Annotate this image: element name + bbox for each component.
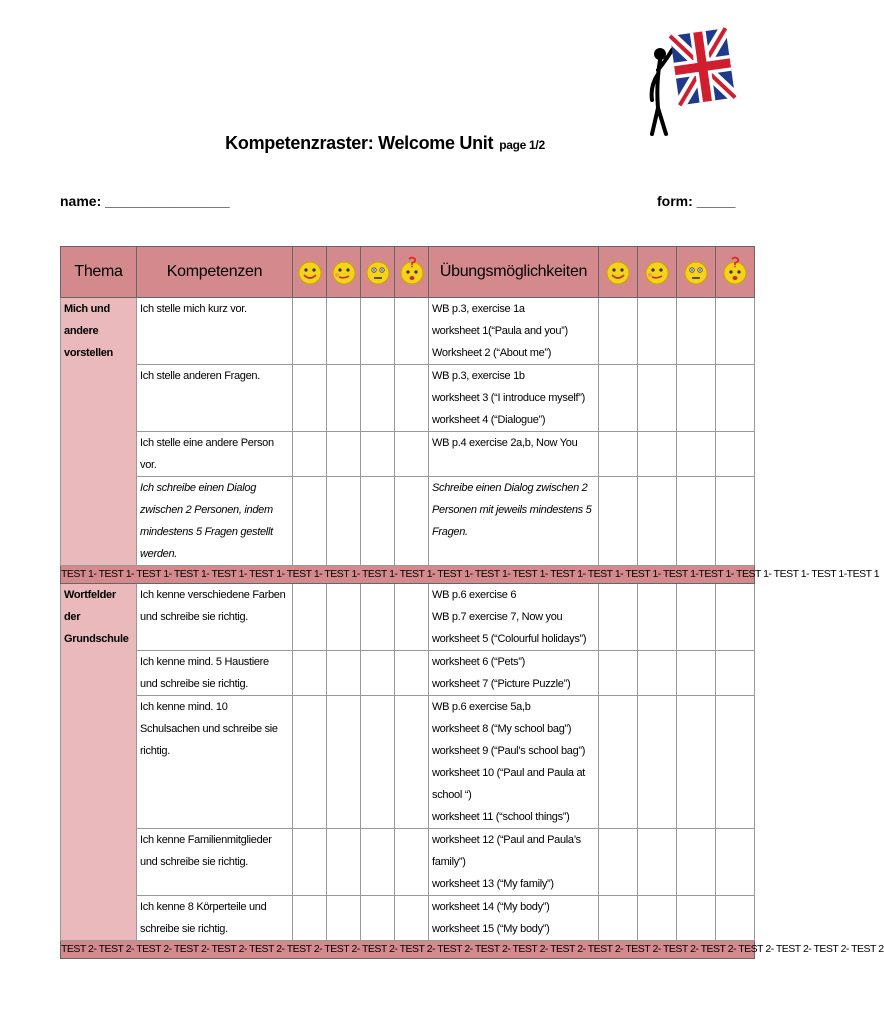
smiley-confused-icon — [395, 247, 429, 298]
kompetenz-cell: Ich stelle anderen Fragen. — [137, 365, 293, 432]
smiley-happy-icon — [599, 247, 638, 298]
rating-checkbox-cell[interactable] — [677, 896, 716, 941]
rating-checkbox-cell[interactable] — [716, 896, 755, 941]
rating-checkbox-cell[interactable] — [327, 696, 361, 829]
rating-checkbox-cell[interactable] — [293, 298, 327, 365]
rating-checkbox-cell[interactable] — [361, 696, 395, 829]
kompetenz-cell: Ich stelle mich kurz vor. — [137, 298, 293, 365]
uebung-item: WB p.4 exercise 2a,b, Now You — [432, 437, 578, 449]
uebung-item: worksheet 8 (“My school bag”) — [432, 723, 572, 735]
rating-checkbox-cell[interactable] — [327, 298, 361, 365]
rating-checkbox-cell[interactable] — [395, 651, 429, 696]
rating-checkbox-cell[interactable] — [327, 829, 361, 896]
kompetenz-cell: Ich kenne mind. 10 Schulsachen und schreibe sie richtig. — [137, 696, 293, 829]
smiley-worried-icon — [677, 247, 716, 298]
rating-checkbox-cell[interactable] — [293, 896, 327, 941]
rating-checkbox-cell[interactable] — [327, 365, 361, 432]
rating-checkbox-cell[interactable] — [293, 829, 327, 896]
uebung-cell — [429, 651, 599, 696]
table-row — [61, 365, 755, 432]
rating-checkbox-cell[interactable] — [361, 365, 395, 432]
rating-checkbox-cell[interactable] — [395, 365, 429, 432]
rating-checkbox-cell[interactable] — [361, 477, 395, 566]
uebung-item: worksheet 13 (“My family”) — [432, 878, 554, 890]
rating-checkbox-cell[interactable] — [395, 432, 429, 477]
rating-checkbox-cell[interactable] — [638, 432, 677, 477]
smiley-happy-icon — [293, 247, 327, 298]
test-row — [61, 941, 755, 959]
rating-checkbox-cell[interactable] — [361, 298, 395, 365]
rating-checkbox-cell[interactable] — [395, 298, 429, 365]
kompetenz-cell: Ich kenne Familienmitglieder und schreibe sie richtig. — [137, 829, 293, 896]
rating-checkbox-cell[interactable] — [638, 365, 677, 432]
rating-checkbox-cell[interactable] — [327, 651, 361, 696]
uebung-item: WB p.6 exercise 5a,b — [432, 701, 531, 713]
uebung-cell — [429, 696, 599, 829]
uebung-item: worksheet 15 (“My body”) — [432, 923, 550, 935]
uebung-item: worksheet 4 (“Dialogue”) — [432, 414, 546, 426]
header-thema: Thema — [61, 247, 137, 298]
uebung-cell — [429, 432, 599, 477]
rating-checkbox-cell[interactable] — [638, 829, 677, 896]
thema-cell: Mich und andere vorstellen — [61, 298, 137, 566]
rating-checkbox-cell[interactable] — [716, 696, 755, 829]
rating-checkbox-cell[interactable] — [599, 432, 638, 477]
uebung-item: Schreibe einen Dialog zwischen 2 Personen mit jeweils mindestens 5 Fragen. — [432, 482, 592, 538]
rating-checkbox-cell[interactable] — [599, 584, 638, 651]
kompetenz-cell: Ich kenne mind. 5 Haustiere und schreibe sie richtig. — [137, 651, 293, 696]
table-row — [61, 432, 755, 477]
test-banner: TEST 2- TEST 2- TEST 2- TEST 2- TEST 2- TEST 2- TEST 2- TEST 2- TEST 2- TEST 2- TEST 2- TEST 2- TEST 2- TEST 2- TEST 2- TEST 2- TEST 2- TEST 2- TEST 2- TEST 2- TEST 2- TEST 2 — [61, 941, 755, 959]
uebung-item: worksheet 7 (“Picture Puzzle”) — [432, 678, 571, 690]
uebung-item: worksheet 1(“Paula and you”) — [432, 325, 568, 337]
table-row — [61, 477, 755, 566]
uebung-item: worksheet 6 (“Pets”) — [432, 656, 526, 668]
rating-checkbox-cell[interactable] — [599, 651, 638, 696]
rating-checkbox-cell[interactable] — [361, 651, 395, 696]
rating-checkbox-cell[interactable] — [327, 584, 361, 651]
uebung-cell — [429, 365, 599, 432]
header-row — [61, 247, 755, 298]
rating-checkbox-cell[interactable] — [599, 365, 638, 432]
rating-checkbox-cell[interactable] — [361, 829, 395, 896]
kompetenz-cell: Ich kenne 8 Körperteile und schreibe sie richtig. — [137, 896, 293, 941]
rating-checkbox-cell[interactable] — [716, 651, 755, 696]
header-kompetenzen: Kompetenzen — [137, 247, 293, 298]
test-banner: TEST 1- TEST 1- TEST 1- TEST 1- TEST 1- TEST 1- TEST 1- TEST 1- TEST 1- TEST 1- TEST 1- TEST 1- TEST 1- TEST 1- TEST 1- TEST 1- TEST 1-TEST 1- TEST 1- TEST 1- TEST 1-TEST 1 — [61, 566, 755, 584]
rating-checkbox-cell[interactable] — [677, 584, 716, 651]
uebung-item: Worksheet 2 (“About me”) — [432, 347, 552, 359]
page-number: page 1/2 — [499, 138, 545, 152]
rating-checkbox-cell[interactable] — [716, 829, 755, 896]
form-field-label: form: _____ — [657, 193, 736, 209]
rating-checkbox-cell[interactable] — [599, 477, 638, 566]
uebung-cell — [429, 896, 599, 941]
kompetenz-cell: Ich schreibe einen Dialog zwischen 2 Personen, indem mindestens 5 Fragen gestellt werden. — [137, 477, 293, 566]
uebung-item: WB p.7 exercise 7, Now you — [432, 611, 563, 623]
rating-checkbox-cell[interactable] — [716, 584, 755, 651]
rating-checkbox-cell[interactable] — [599, 298, 638, 365]
rating-checkbox-cell[interactable] — [395, 829, 429, 896]
rating-checkbox-cell[interactable] — [327, 432, 361, 477]
rating-checkbox-cell[interactable] — [677, 829, 716, 896]
rating-checkbox-cell[interactable] — [293, 651, 327, 696]
rating-checkbox-cell[interactable] — [361, 896, 395, 941]
smiley-confused-icon — [716, 247, 755, 298]
rating-checkbox-cell[interactable] — [599, 696, 638, 829]
rating-checkbox-cell[interactable] — [638, 584, 677, 651]
smiley-worried-icon — [361, 247, 395, 298]
uebung-item: worksheet 12 (“Paul and Paula’s family”) — [432, 834, 581, 868]
rating-checkbox-cell[interactable] — [638, 696, 677, 829]
rating-checkbox-cell[interactable] — [395, 696, 429, 829]
thema-cell: Wortfelder der Grundschule — [61, 584, 137, 941]
uk-flag-logo — [638, 30, 730, 140]
uebung-item: worksheet 5 (“Colourful holidays”) — [432, 633, 587, 645]
rating-checkbox-cell[interactable] — [395, 477, 429, 566]
rating-checkbox-cell[interactable] — [677, 696, 716, 829]
rating-checkbox-cell[interactable] — [293, 696, 327, 829]
uebung-item: worksheet 3 (“I introduce myself”) — [432, 392, 586, 404]
header-uebungen: Übungsmöglichkeiten — [429, 247, 599, 298]
uebung-cell — [429, 829, 599, 896]
rating-checkbox-cell[interactable] — [599, 896, 638, 941]
uebung-item: WB p.3, exercise 1a — [432, 303, 525, 315]
rating-checkbox-cell[interactable] — [361, 432, 395, 477]
rating-checkbox-cell[interactable] — [677, 432, 716, 477]
uebung-item: WB p.6 exercise 6 — [432, 589, 517, 601]
table-row — [61, 896, 755, 941]
rating-checkbox-cell[interactable] — [293, 365, 327, 432]
rating-checkbox-cell[interactable] — [599, 829, 638, 896]
rating-checkbox-cell[interactable] — [395, 896, 429, 941]
rating-checkbox-cell[interactable] — [638, 298, 677, 365]
rating-checkbox-cell[interactable] — [638, 477, 677, 566]
rating-checkbox-cell[interactable] — [716, 432, 755, 477]
rating-checkbox-cell[interactable] — [716, 298, 755, 365]
table-row — [61, 584, 755, 651]
name-field-label: name: ________________ — [60, 193, 230, 209]
rating-checkbox-cell[interactable] — [361, 584, 395, 651]
table-row — [61, 829, 755, 896]
uebung-item: worksheet 10 (“Paul and Paula at school “) — [432, 767, 586, 801]
rating-checkbox-cell[interactable] — [677, 365, 716, 432]
smiley-neutral-icon — [638, 247, 677, 298]
kompetenz-cell: Ich stelle eine andere Person vor. — [137, 432, 293, 477]
rating-checkbox-cell[interactable] — [395, 584, 429, 651]
rating-checkbox-cell[interactable] — [716, 365, 755, 432]
uebung-cell — [429, 477, 599, 566]
rating-checkbox-cell[interactable] — [677, 651, 716, 696]
rating-checkbox-cell[interactable] — [638, 651, 677, 696]
rating-checkbox-cell[interactable] — [677, 477, 716, 566]
rating-checkbox-cell[interactable] — [327, 477, 361, 566]
rating-checkbox-cell[interactable] — [293, 432, 327, 477]
uebung-item: worksheet 14 (“My body”) — [432, 901, 550, 913]
uebung-item: WB p.3, exercise 1b — [432, 370, 525, 382]
rating-checkbox-cell[interactable] — [293, 584, 327, 651]
uebung-cell — [429, 584, 599, 651]
rating-checkbox-cell[interactable] — [327, 896, 361, 941]
rating-checkbox-cell[interactable] — [293, 477, 327, 566]
rating-checkbox-cell[interactable] — [638, 896, 677, 941]
uebung-cell — [429, 298, 599, 365]
uebung-item: worksheet 11 (“school things”) — [432, 811, 570, 823]
test-row — [61, 566, 755, 584]
rating-checkbox-cell[interactable] — [716, 477, 755, 566]
uebung-item: worksheet 9 (“Paul’s school bag”) — [432, 745, 586, 757]
rating-checkbox-cell[interactable] — [677, 298, 716, 365]
table-row — [61, 696, 755, 829]
page-title: Kompetenzraster: Welcome Unit page 1/2 — [225, 133, 545, 153]
table-row — [61, 298, 755, 365]
table-row — [61, 651, 755, 696]
competence-grid — [60, 246, 884, 959]
smiley-neutral-icon — [327, 247, 361, 298]
kompetenz-cell: Ich kenne verschiedene Farben und schreibe sie richtig. — [137, 584, 293, 651]
